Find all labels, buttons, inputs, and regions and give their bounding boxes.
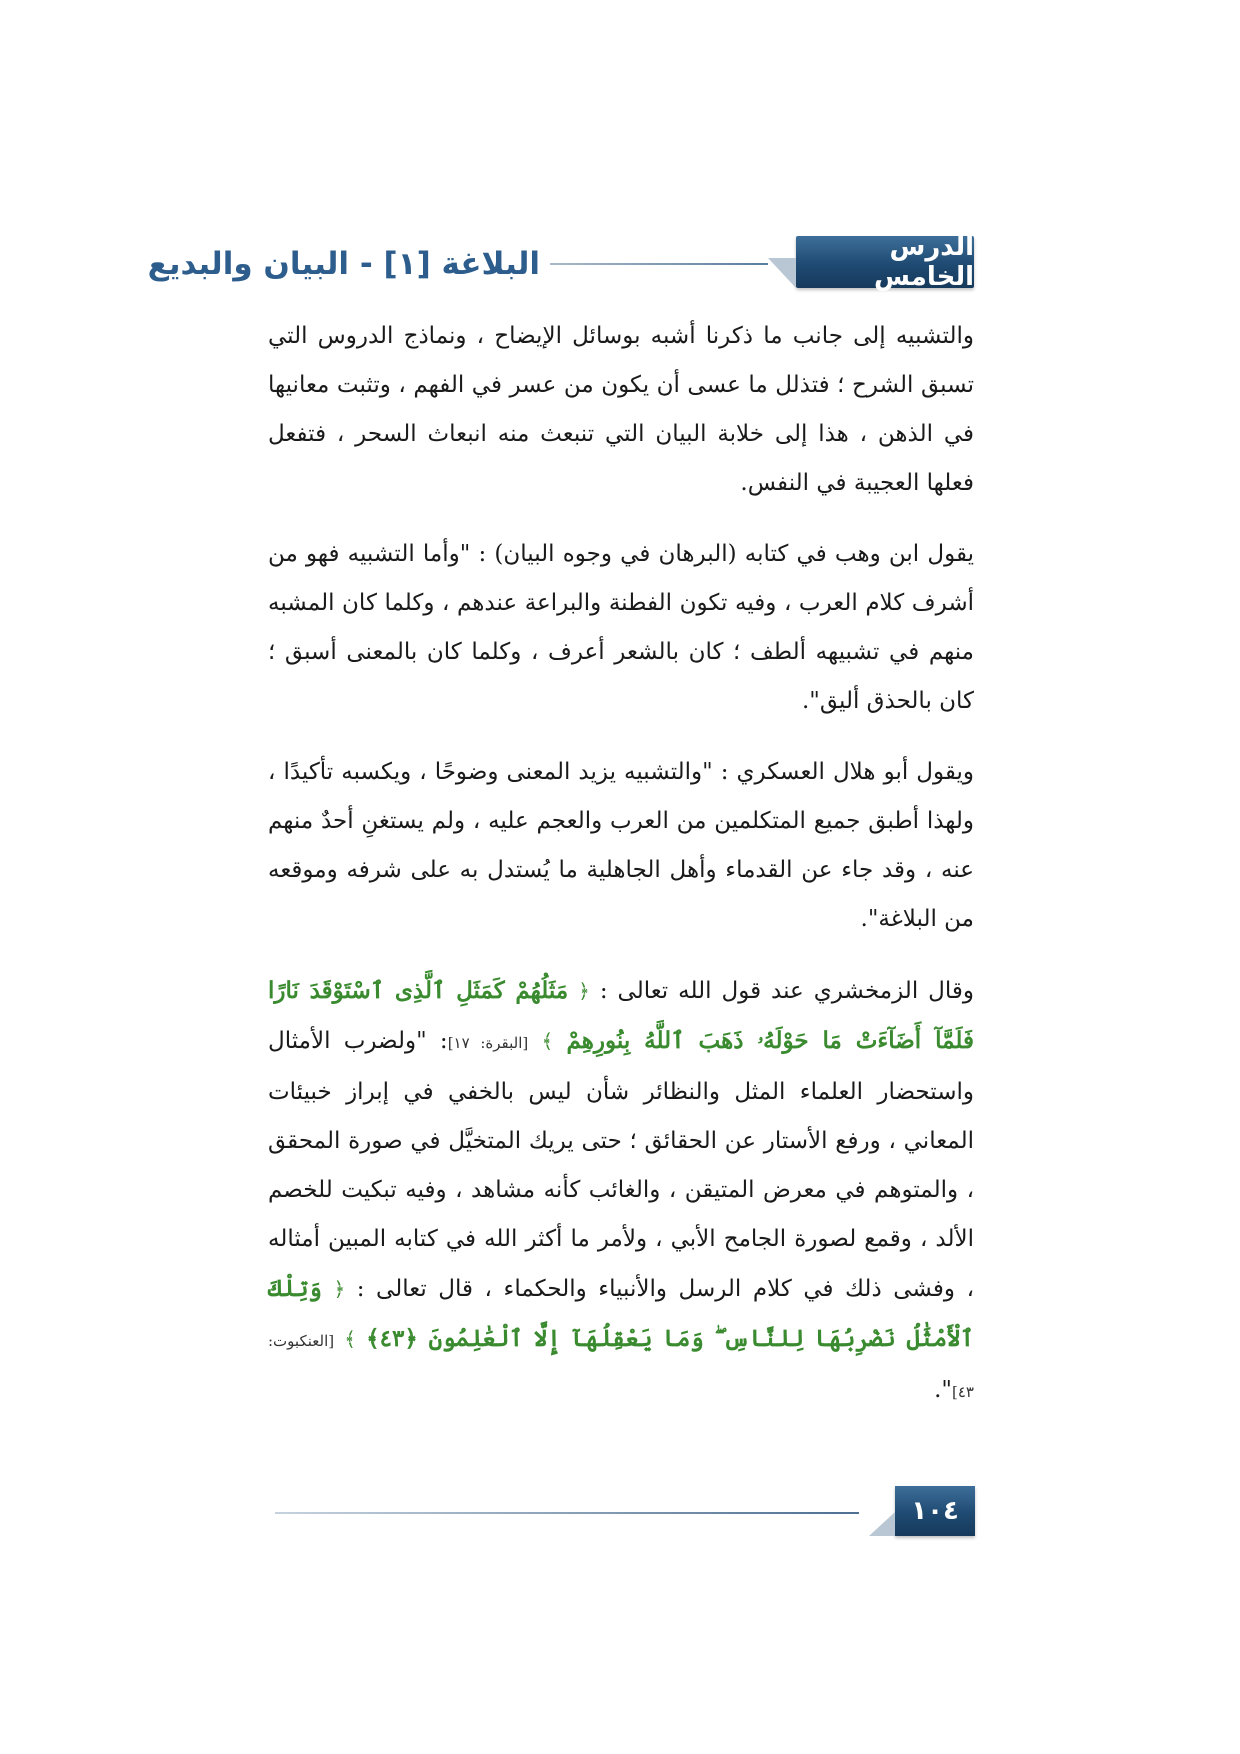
verse-bracket-close: ﴾ <box>541 1029 554 1053</box>
paragraph-4-end: ". <box>934 1377 953 1403</box>
verse-2-bracket-close: ﴾ <box>344 1327 356 1351</box>
verse-bracket-open: ﴿ <box>578 979 590 1003</box>
header-divider <box>550 263 768 265</box>
page-tab-fold <box>869 1512 895 1536</box>
paragraph-4-intro: وقال الزمخشري عند قول الله تعالى : <box>599 978 974 1004</box>
lesson-tab-fold <box>768 258 796 288</box>
verse-1-reference: [البقرة: ١٧] <box>447 1034 529 1052</box>
page-number: ١٠٤ <box>911 1496 959 1526</box>
page-header <box>147 232 974 292</box>
lesson-label: الدرس الخامس <box>873 232 974 292</box>
lesson-tab <box>796 232 974 292</box>
paragraph-4 <box>268 966 974 1417</box>
page-number-tab <box>895 1486 975 1536</box>
verse-2-reference: [العنكبوت: ٤٣] <box>268 1332 974 1401</box>
paragraph-3: ويقول أبو هلال العسكري : "والتشبيه يزيد المعنى وضوحًا ، ويكسبه تأكيدًا ، ولهذا أطبق جميع المتكلمين من العرب والعجم عليه ، ولم يستغنِ أحدٌ منهم عنه ، وقد جاء عن القدماء وأهل الجاهلية ما يُستدل به على شرفه وموقعه من البلاغة". <box>268 759 974 932</box>
page-footer <box>275 1486 975 1538</box>
footer-divider <box>275 1512 859 1514</box>
paragraph-2: يقول ابن وهب في كتابه (البرهان في وجوه البيان) : "وأما التشبيه فهو من أشرف كلام العرب ، وفيه تكون الفطنة والبراعة عندهم ، وكلما كان المشبه منهم في تشبيهه ألطف ؛ كان بالشعر أعرف ، وكلما كان بالمعنى أسبق ؛ كان بالحذق أليق". <box>268 541 974 714</box>
paragraph-1: والتشبيه إلى جانب ما ذكرنا أشبه بوسائل الإيضاح ، ونماذج الدروس التي تسبق الشرح ؛ فتذلل ما عسى أن يكون من عسر في الفهم ، وتثبت معانيها في الذهن ، هذا إلى خلابة البيان التي تنبعث منه انبعاث السحر ، فتفعل فعلها العجيبة في النفس. <box>268 323 974 496</box>
paragraph-4-body: : "ولضرب الأمثال واستحضار العلماء المثل والنظائر شأن ليس بالخفي في إبراز خبيئات المعاني ، ورفع الأستار عن الحقائق ؛ حتى يريك المتخيَّل في صورة المحقق ، والمتوهم في معرض المتيقن ، والغائب كأنه مشاهد ، وفيه تبكيت للخصم الألد ، وقمع لصورة الجامح الأبي ، ولأمر ما أكثر الله في كتابه المبين أمثاله ، وفشى ذلك في كلام الرسل والأنبياء والحكماء ، قال تعالى : <box>268 1028 975 1302</box>
book-title: البلاغة [١] - البيان والبديع <box>147 246 540 282</box>
page-content <box>268 312 974 1439</box>
verse-2-bracket-open: ﴿ <box>333 1277 346 1301</box>
quran-verse-2: وَتِلْكَ ٱلْأَمْثَٰلُ نَضْرِبُهَا لِلنَّاسِ ۖ وَمَا يَعْقِلُهَآ إِلَّا ٱلْعَٰلِمُونَ ﴿٤٣﴾ <box>268 1275 974 1352</box>
quran-verse-1: مَثَلُهُمْ كَمَثَلِ ٱلَّذِى ٱسْتَوْقَدَ نَارًا فَلَمَّآ أَضَآءَتْ مَا حَوْلَهُۥ ذَهَبَ ٱللَّهُ بِنُورِهِمْ <box>268 977 974 1054</box>
